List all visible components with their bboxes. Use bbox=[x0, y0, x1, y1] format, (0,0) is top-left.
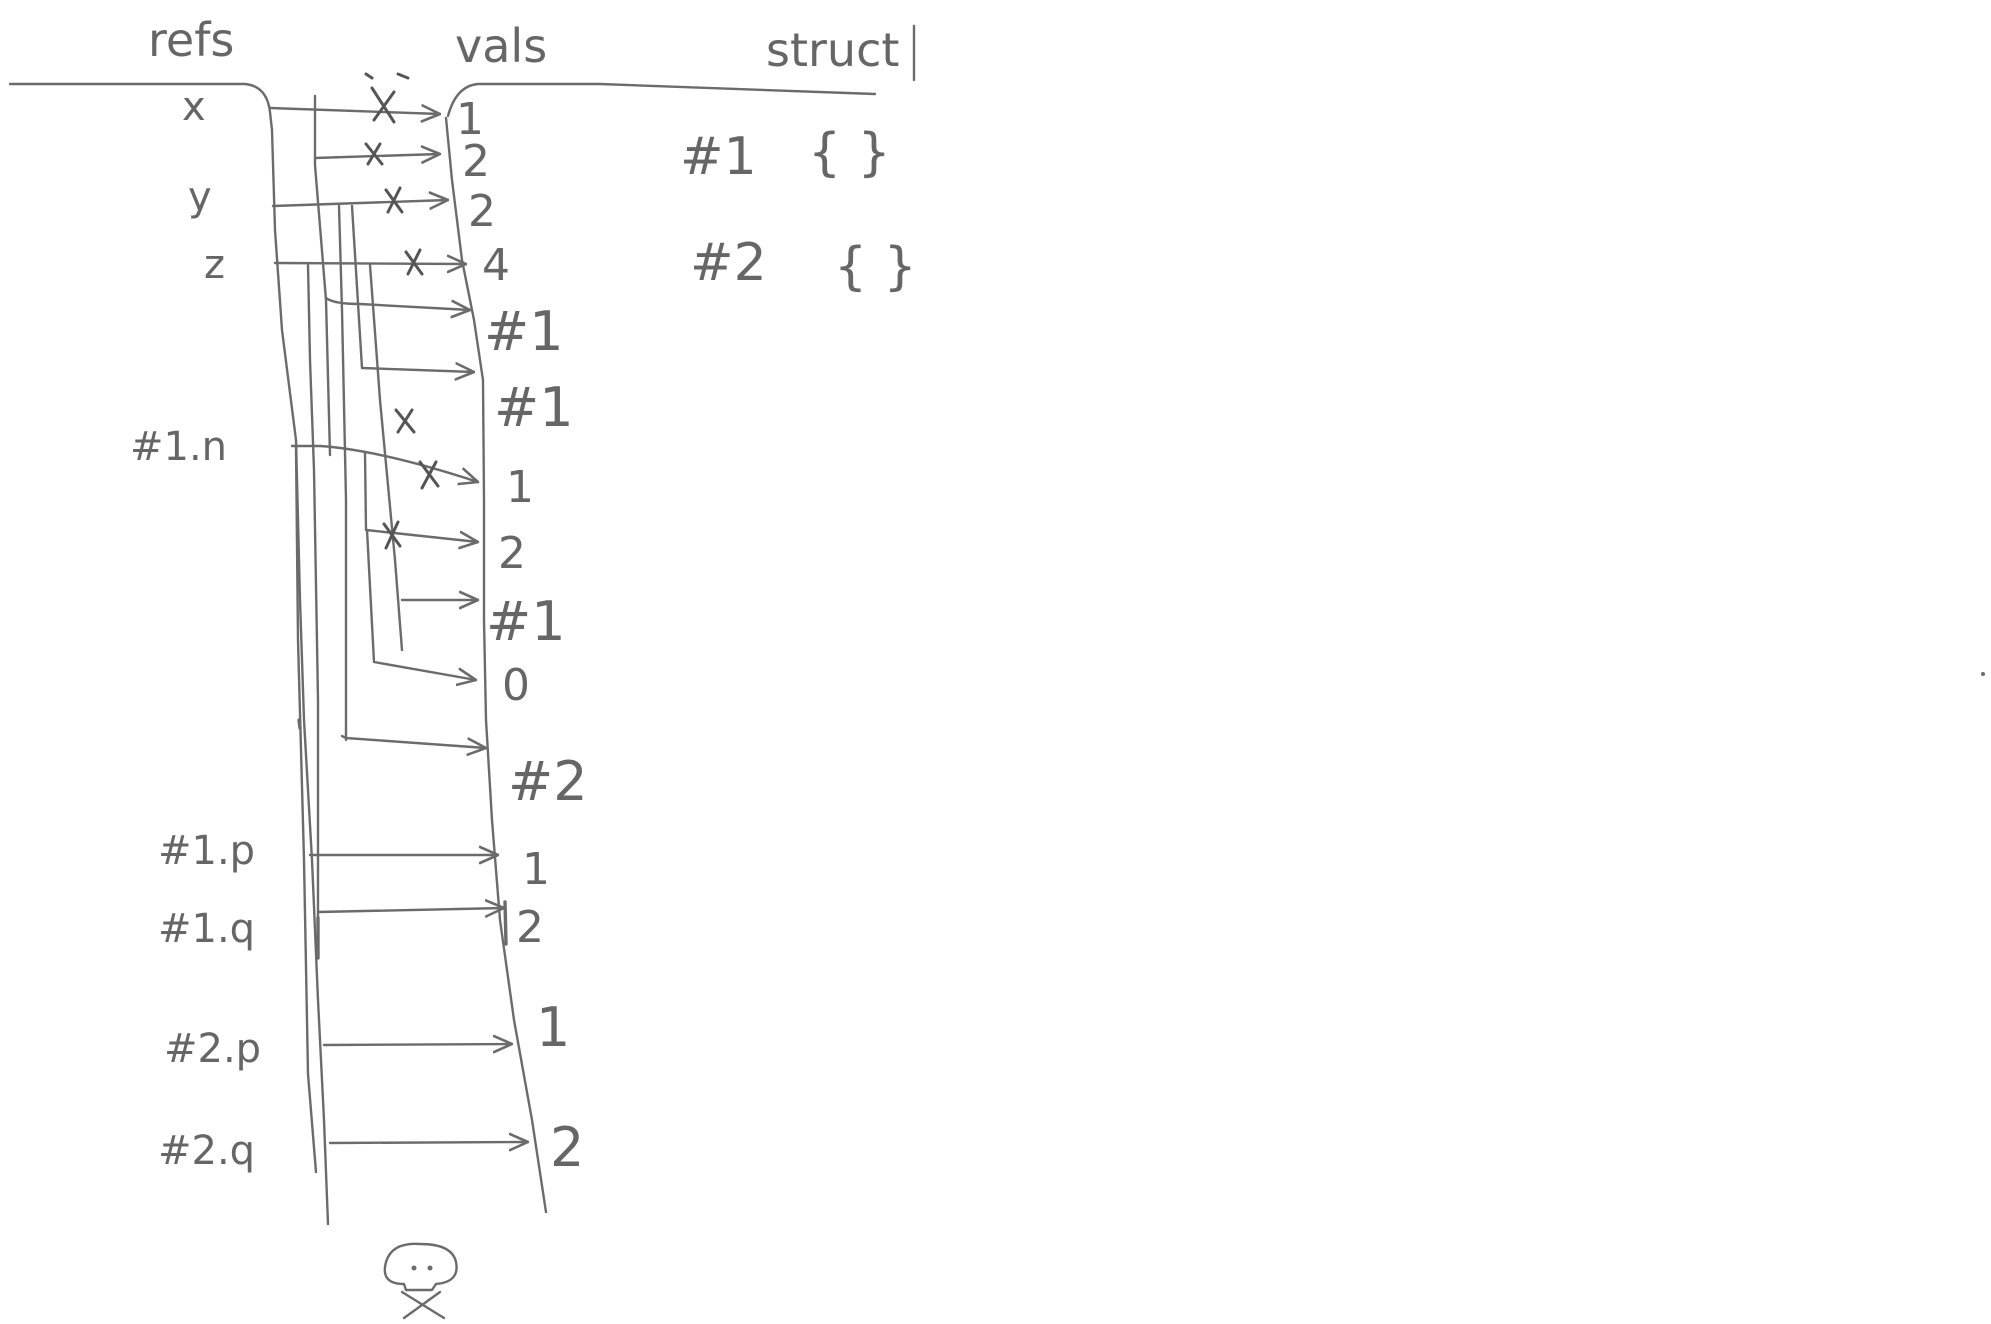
arrow-to-val-6 bbox=[352, 206, 474, 372]
val-2: 2 bbox=[462, 136, 490, 187]
bus-dot bbox=[299, 720, 300, 728]
stray-dot bbox=[1981, 672, 1985, 676]
arrow-to-val-11 bbox=[342, 736, 486, 748]
ref-2p: #2.p bbox=[164, 1026, 262, 1072]
val-9: #1 bbox=[486, 590, 566, 653]
ref-x: x bbox=[182, 84, 206, 130]
header-struct: struct bbox=[766, 23, 900, 77]
bus-line-1 bbox=[315, 96, 330, 455]
bus-line-2 bbox=[339, 206, 346, 740]
arrow-1q-to-val-13 bbox=[318, 908, 504, 912]
val-13: 2 bbox=[516, 902, 544, 953]
skull-crossbones-icon bbox=[385, 1244, 457, 1318]
header-vals: vals bbox=[455, 19, 548, 73]
val-12: 1 bbox=[522, 844, 550, 895]
val-3: 2 bbox=[468, 186, 496, 237]
arrow-to-val-5 bbox=[326, 298, 470, 310]
cross-mark bbox=[386, 188, 402, 212]
struct-1-body: { } bbox=[808, 123, 891, 183]
cross-mark bbox=[366, 144, 382, 164]
arrow-y-to-val-3 bbox=[273, 200, 448, 206]
cross-mark bbox=[366, 74, 408, 78]
ref-1p: #1.p bbox=[158, 828, 256, 874]
bus-line-5 bbox=[370, 265, 402, 650]
struct-1-id: #1 bbox=[680, 127, 757, 187]
header-refs: refs bbox=[148, 13, 235, 67]
val-11: #2 bbox=[508, 750, 588, 813]
val-13-tick bbox=[505, 902, 506, 944]
val-1: 1 bbox=[456, 94, 484, 145]
ref-1q: #1.q bbox=[158, 906, 256, 952]
val-7: 1 bbox=[506, 462, 534, 513]
val-8: 2 bbox=[498, 528, 526, 579]
ref-z: z bbox=[204, 242, 225, 288]
val-10: 0 bbox=[502, 660, 530, 711]
vals-column-left-edge bbox=[448, 84, 875, 116]
struct-2-body: { } bbox=[834, 237, 917, 297]
val-4: 4 bbox=[482, 240, 510, 291]
arrow-2q-to-val-15 bbox=[330, 1142, 528, 1143]
ref-y: y bbox=[188, 174, 212, 220]
val-14: 1 bbox=[536, 996, 571, 1059]
struct-2-id: #2 bbox=[690, 233, 767, 293]
arrow-x-to-val-1 bbox=[270, 108, 440, 114]
arrow-z-to-val-4 bbox=[275, 263, 466, 264]
arrow-2p-to-val-14 bbox=[324, 1044, 512, 1045]
ref-2q: #2.q bbox=[158, 1128, 256, 1174]
cross-mark bbox=[396, 410, 414, 432]
arrow-to-val-10 bbox=[367, 530, 476, 680]
val-5: #1 bbox=[484, 300, 564, 363]
cross-mark bbox=[372, 88, 394, 122]
cross-mark bbox=[406, 250, 422, 274]
val-15: 2 bbox=[550, 1116, 585, 1179]
val-6: #1 bbox=[494, 376, 574, 439]
ref-1n: #1.n bbox=[130, 424, 228, 470]
